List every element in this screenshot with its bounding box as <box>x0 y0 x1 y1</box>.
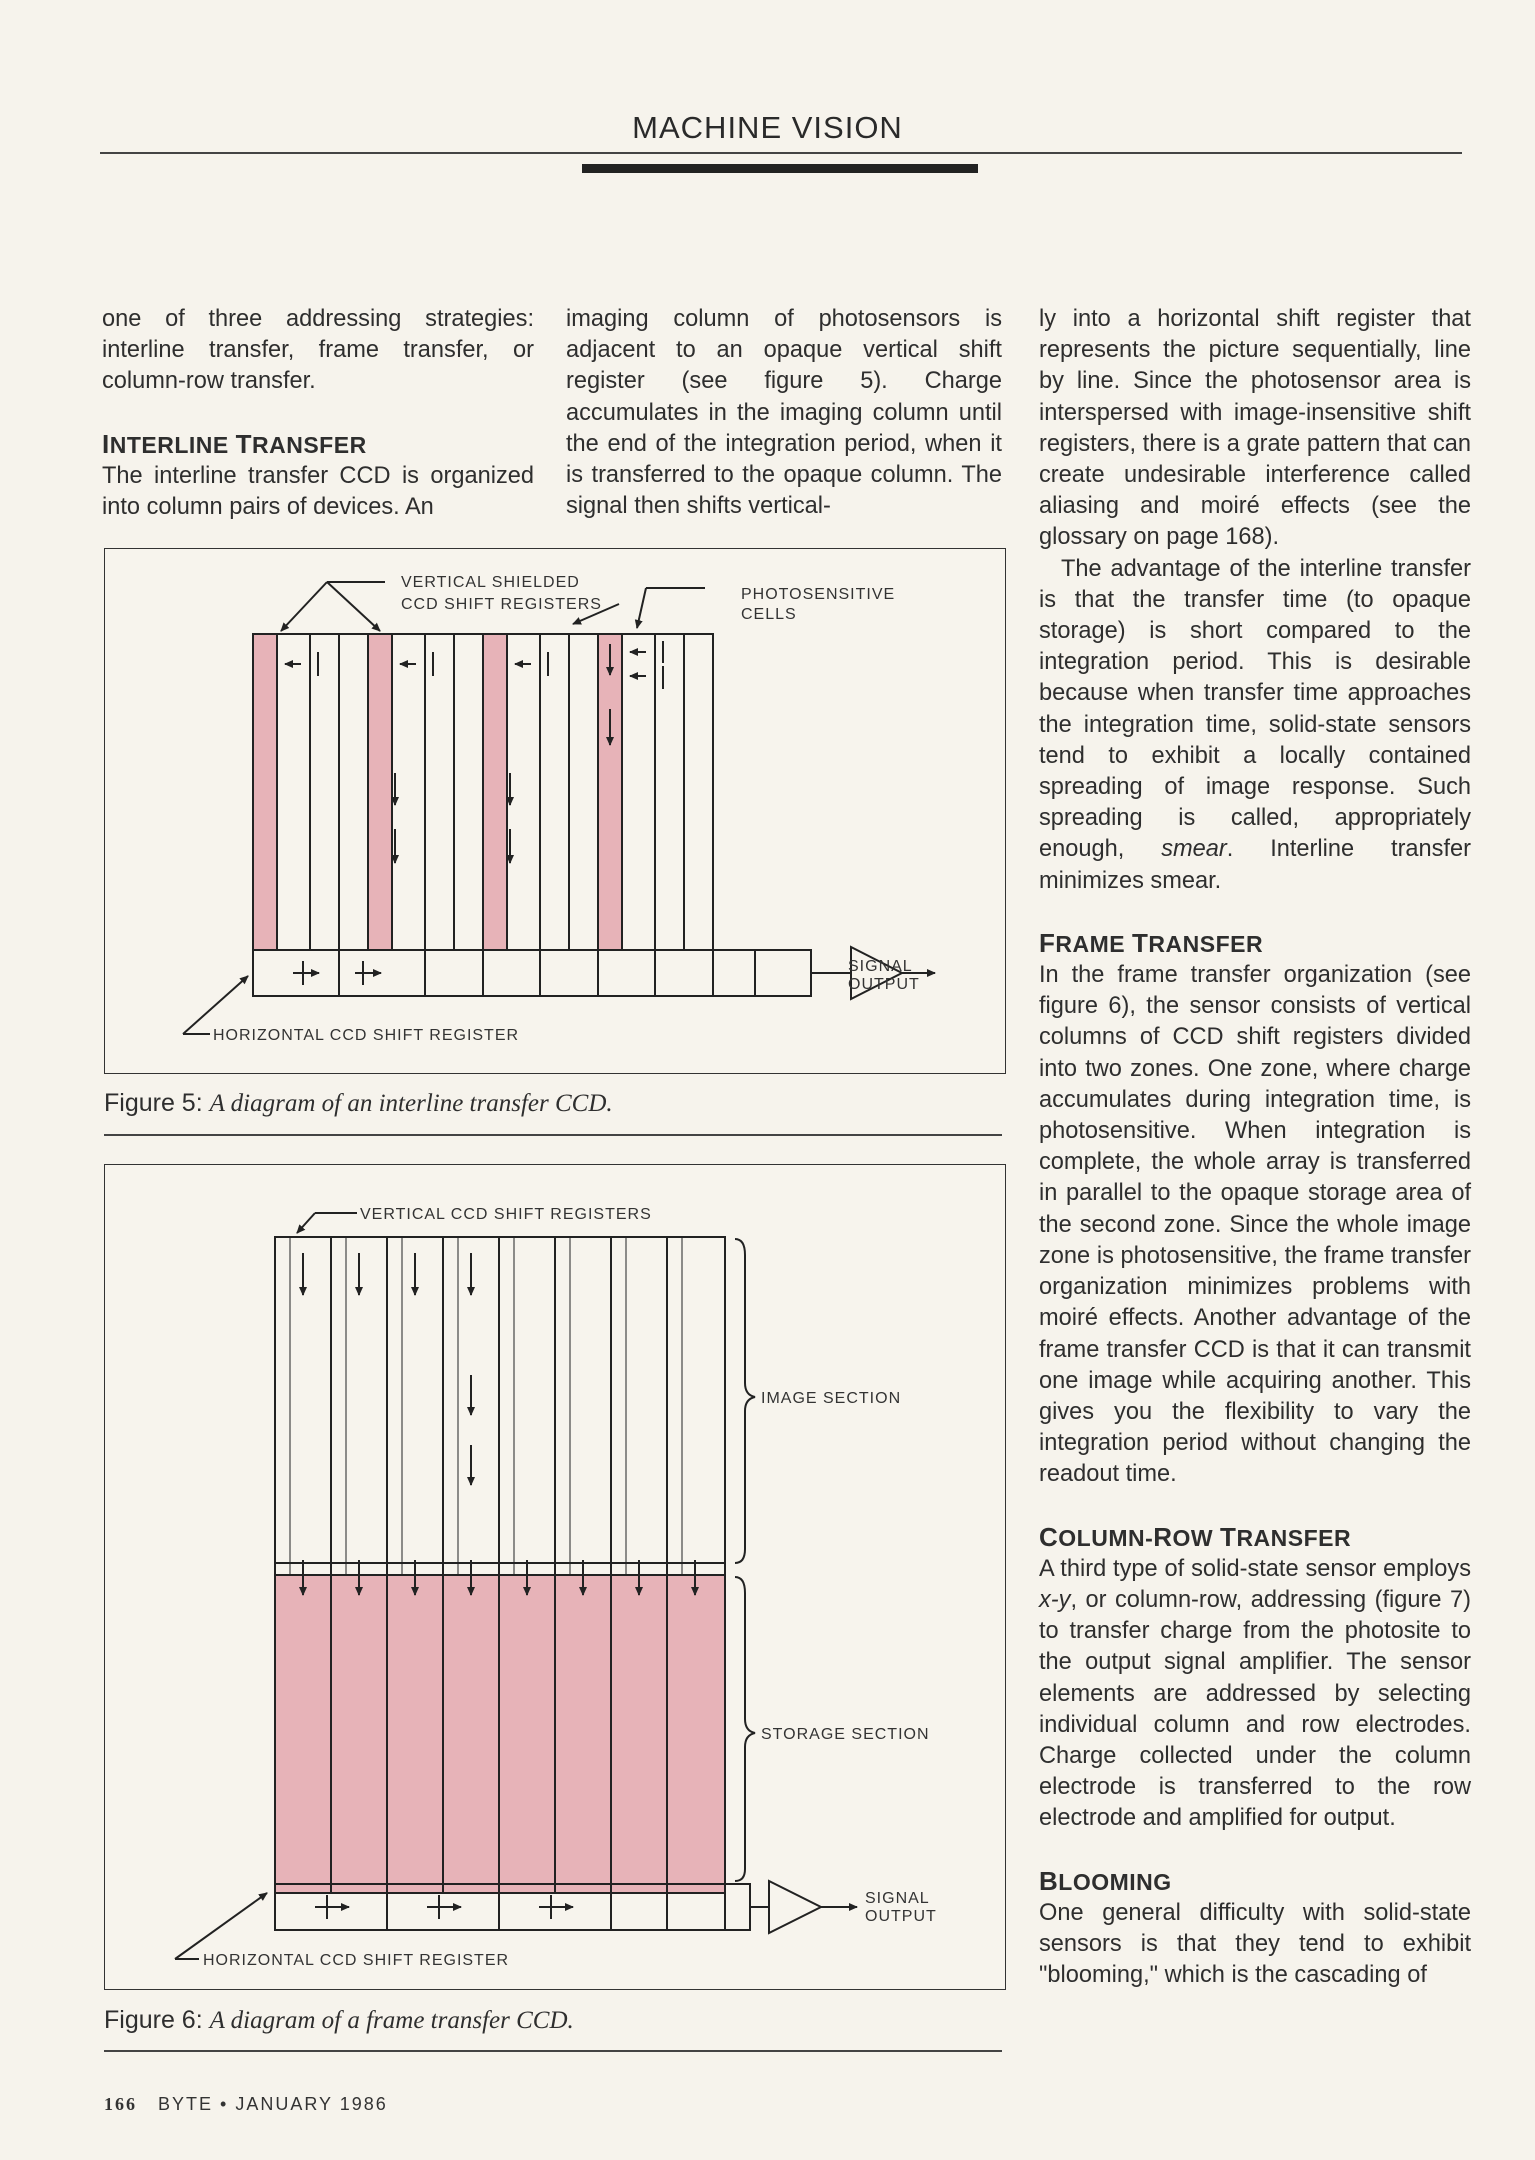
shield-register-4 <box>598 634 622 950</box>
xy-term: x-y <box>1039 1586 1071 1613</box>
figure-5-diagram <box>104 548 1006 1074</box>
figure-6-caption: Figure 6: A diagram of a frame transfer CCD. <box>104 2006 574 2034</box>
figure-5-caption: Figure 5: A diagram of an interline transfer CCD. <box>104 1089 613 1117</box>
fig6-label-horizontal: HORIZONTAL CCD SHIFT REGISTER <box>203 1952 510 1969</box>
column-1 <box>102 304 534 523</box>
column-3 <box>1039 304 1471 1991</box>
fig5-label-signal-1: SIGNAL <box>848 958 913 975</box>
fig5-label-signal-2: OUTPUT <box>848 976 920 993</box>
section-title: MACHINE VISION <box>632 110 903 145</box>
fig5-label-photo-2: CELLS <box>741 606 797 623</box>
col1-paragraph-2: The interline transfer CCD is organized into column pairs of devices. An <box>102 462 534 521</box>
shield-register-3 <box>483 634 507 950</box>
fig5-label-horizontal: HORIZONTAL CCD SHIFT REGISTER <box>213 1027 520 1044</box>
fig6-label-image: IMAGE SECTION <box>761 1390 902 1407</box>
heading-frame-transfer: FRAME TRANSFER <box>1039 927 1264 958</box>
column-2 <box>566 304 1002 522</box>
heading-blooming: BLOOMING <box>1039 1865 1172 1896</box>
page-footer <box>104 2094 388 2115</box>
figure-6-svg <box>105 1165 1005 1989</box>
fig5-label-photo-1: PHOTOSENSITIVE <box>741 586 896 603</box>
figure-6-caption-rule <box>104 2050 1002 2052</box>
fig5-label-vertical-1: VERTICAL SHIELDED <box>401 574 580 591</box>
col3-paragraph-2: The advantage of the interline transfer is that the transfer time (to opaque storage) is short compared to the integration period. This is desirable because when transfer time approaches the integration time, solid-state sensors tend to exhibit a locally contained spreading of image response. Such spreading is called, appropriately enough, smear. Interline transfer minimizes smear. <box>1039 555 1472 894</box>
header-bar <box>582 164 978 173</box>
shield-register-1 <box>253 634 277 950</box>
shield-register-2 <box>368 634 392 950</box>
fig6-label-signal-1: SIGNAL <box>865 1890 930 1907</box>
col1-paragraph-1: one of three addressing strategies: interline transfer, frame transfer, or column-row transfer. <box>102 306 534 395</box>
heading-column-row-transfer: COLUMN-ROW TRANSFER <box>1039 1521 1352 1552</box>
col3-paragraph-4: A third type of solid-state sensor employs x-y, or column-row, addressing (figure 7) to transfer charge from the photosite to the output signal amplifier. The sensor elements are addressed by selecting individual column and row electrodes. Charge collected under the column electrode is transferred to the row electrode and amplified for output. <box>1039 1555 1471 1832</box>
header-rule <box>100 152 1462 154</box>
fig6-label-signal-2: OUTPUT <box>865 1908 937 1925</box>
heading-interline-transfer: INTERLINE TRANSFER <box>102 428 367 459</box>
figure-6-diagram <box>104 1164 1006 1990</box>
fig6-label-vertical: VERTICAL CCD SHIFT REGISTERS <box>360 1206 652 1223</box>
sensor-array-outline <box>253 634 811 996</box>
col3-paragraph-5: One general difficulty with solid-state sensors is that they tend to exhibit "blooming," which is the cascading of <box>1039 1899 1471 1989</box>
smear-term: smear <box>1161 836 1227 863</box>
col3-paragraph-1: ly into a horizontal shift register that represents the picture sequentially, line by line. Since the photosensor area is interspersed with image-insensitive shift registers, there is a grate pattern that can create undesirable interference called aliasing and moiré effects (see the glossary on page 168). <box>1039 306 1471 551</box>
transfer-arrows <box>183 582 935 1034</box>
figure-5-svg <box>105 549 1005 1073</box>
fig6-label-storage: STORAGE SECTION <box>761 1726 930 1743</box>
col3-paragraph-3: In the frame transfer organization (see figure 6), the sensor consists of vertical columns of CCD shift registers divided into two zones. One zone, where charge accumulates during integration time, is photosensitive. When integration is complete, the whole array is transferred in parallel to the opaque storage area of the second zone. Since the whole image zone is photosensitive, the frame transfer organization minimizes problems with moiré effects. Another advantage of the frame transfer CCD is that it can transmit one image while acquiring another. This gives you the flexibility to vary the integration period without changing the readout time. <box>1039 962 1471 1488</box>
figure-5-caption-rule <box>104 1134 1002 1136</box>
page-number: 166 <box>104 2094 137 2114</box>
fig5-label-vertical-2: CCD SHIFT REGISTERS <box>401 596 602 613</box>
magazine-issue: BYTE • JANUARY 1986 <box>158 2094 388 2114</box>
col2-paragraph-1: imaging column of photosensors is adjacent to an opaque vertical shift register (see figure 5). Charge accumulates in the imaging column until the end of the integration period, when it is transferred to the opaque column. The signal then shifts vertical- <box>566 306 1002 520</box>
